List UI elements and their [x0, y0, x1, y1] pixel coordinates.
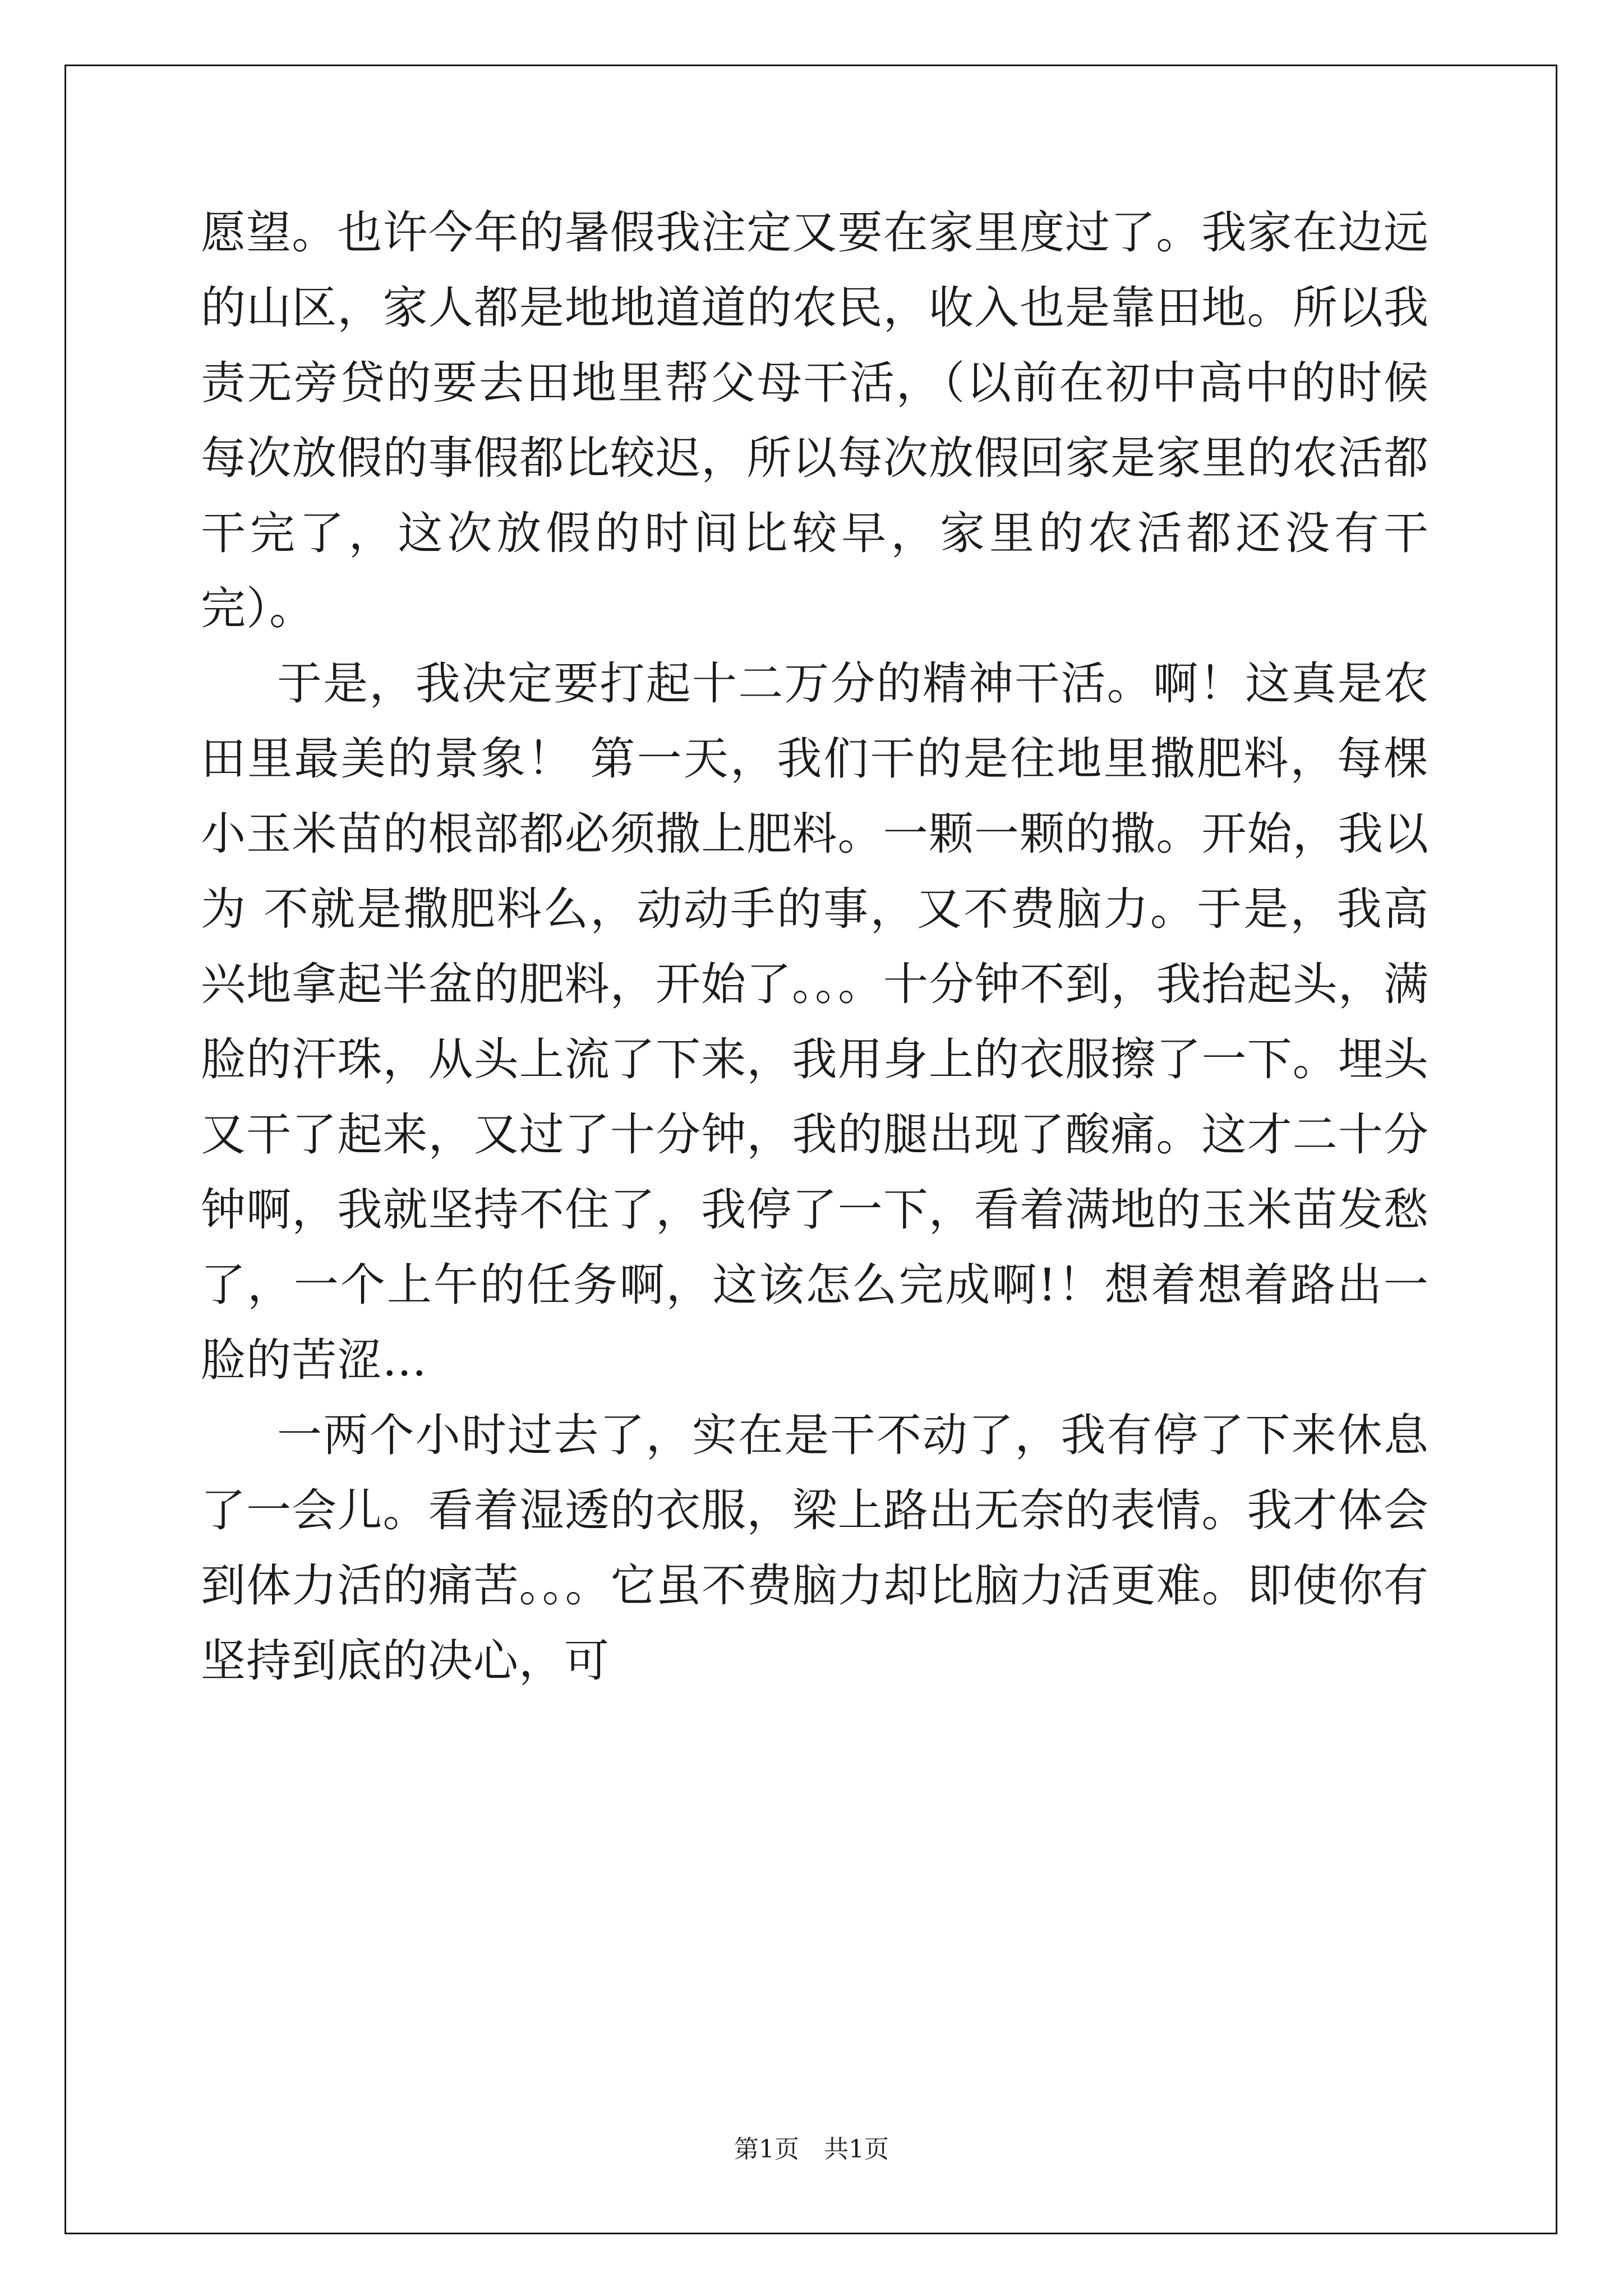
paragraph-1: 愿望。也许今年的暑假我注定又要在家里度过了。我家在边远的山区，家人都是地地道道的农民，收入也是靠田地。所以我责无旁贷的要去田地里帮父母干活，（以前在初中高中的时候每次放假的事假都比较迟，所以每次放假回家是家里的农活都干完了，这次放假的时间比较早，家里的农活都还没有干完）。: [201, 206, 1429, 634]
paragraph-3: 一两个小时过去了，实在是干不动了，我有停了下来休息了一会儿。看着湿透的衣服，梁上路出无奈的表情。我才体会到体力活的痛苦。。。它虽不费脑力却比脑力活更难。即使你有坚持到底的决心，可: [201, 1409, 1429, 1687]
paragraph-2: 于是，我决定要打起十二万分的精神干活。啊！这真是农田里最美的景象！ 第一天，我们干的是往地里撒肥料，每棵小玉米苗的根部都必须撒上肥料。一颗一颗的撒。开始，我以为 不就是撒肥料么，动动手的事，又不费脑力。于是，我高兴地拿起半盆的肥料，开始了。。。十分钟不到，我抬起头，满脸的汗珠，从头上流了下来，我用身上的衣服擦了一下。埋头又干了起来，又过了十分钟，我的腿出现了酸痛。这才二十分钟啊，我就坚持不住了，我停了一下，看着满地的玉米苗发愁了，一个上午的任务啊，这该怎么完成啊!！想着想着路出一脸的苦涩...: [201, 657, 1429, 1386]
document-body: [201, 195, 1429, 1699]
page-number-footer: 第1页 共1页: [734, 2135, 889, 2164]
